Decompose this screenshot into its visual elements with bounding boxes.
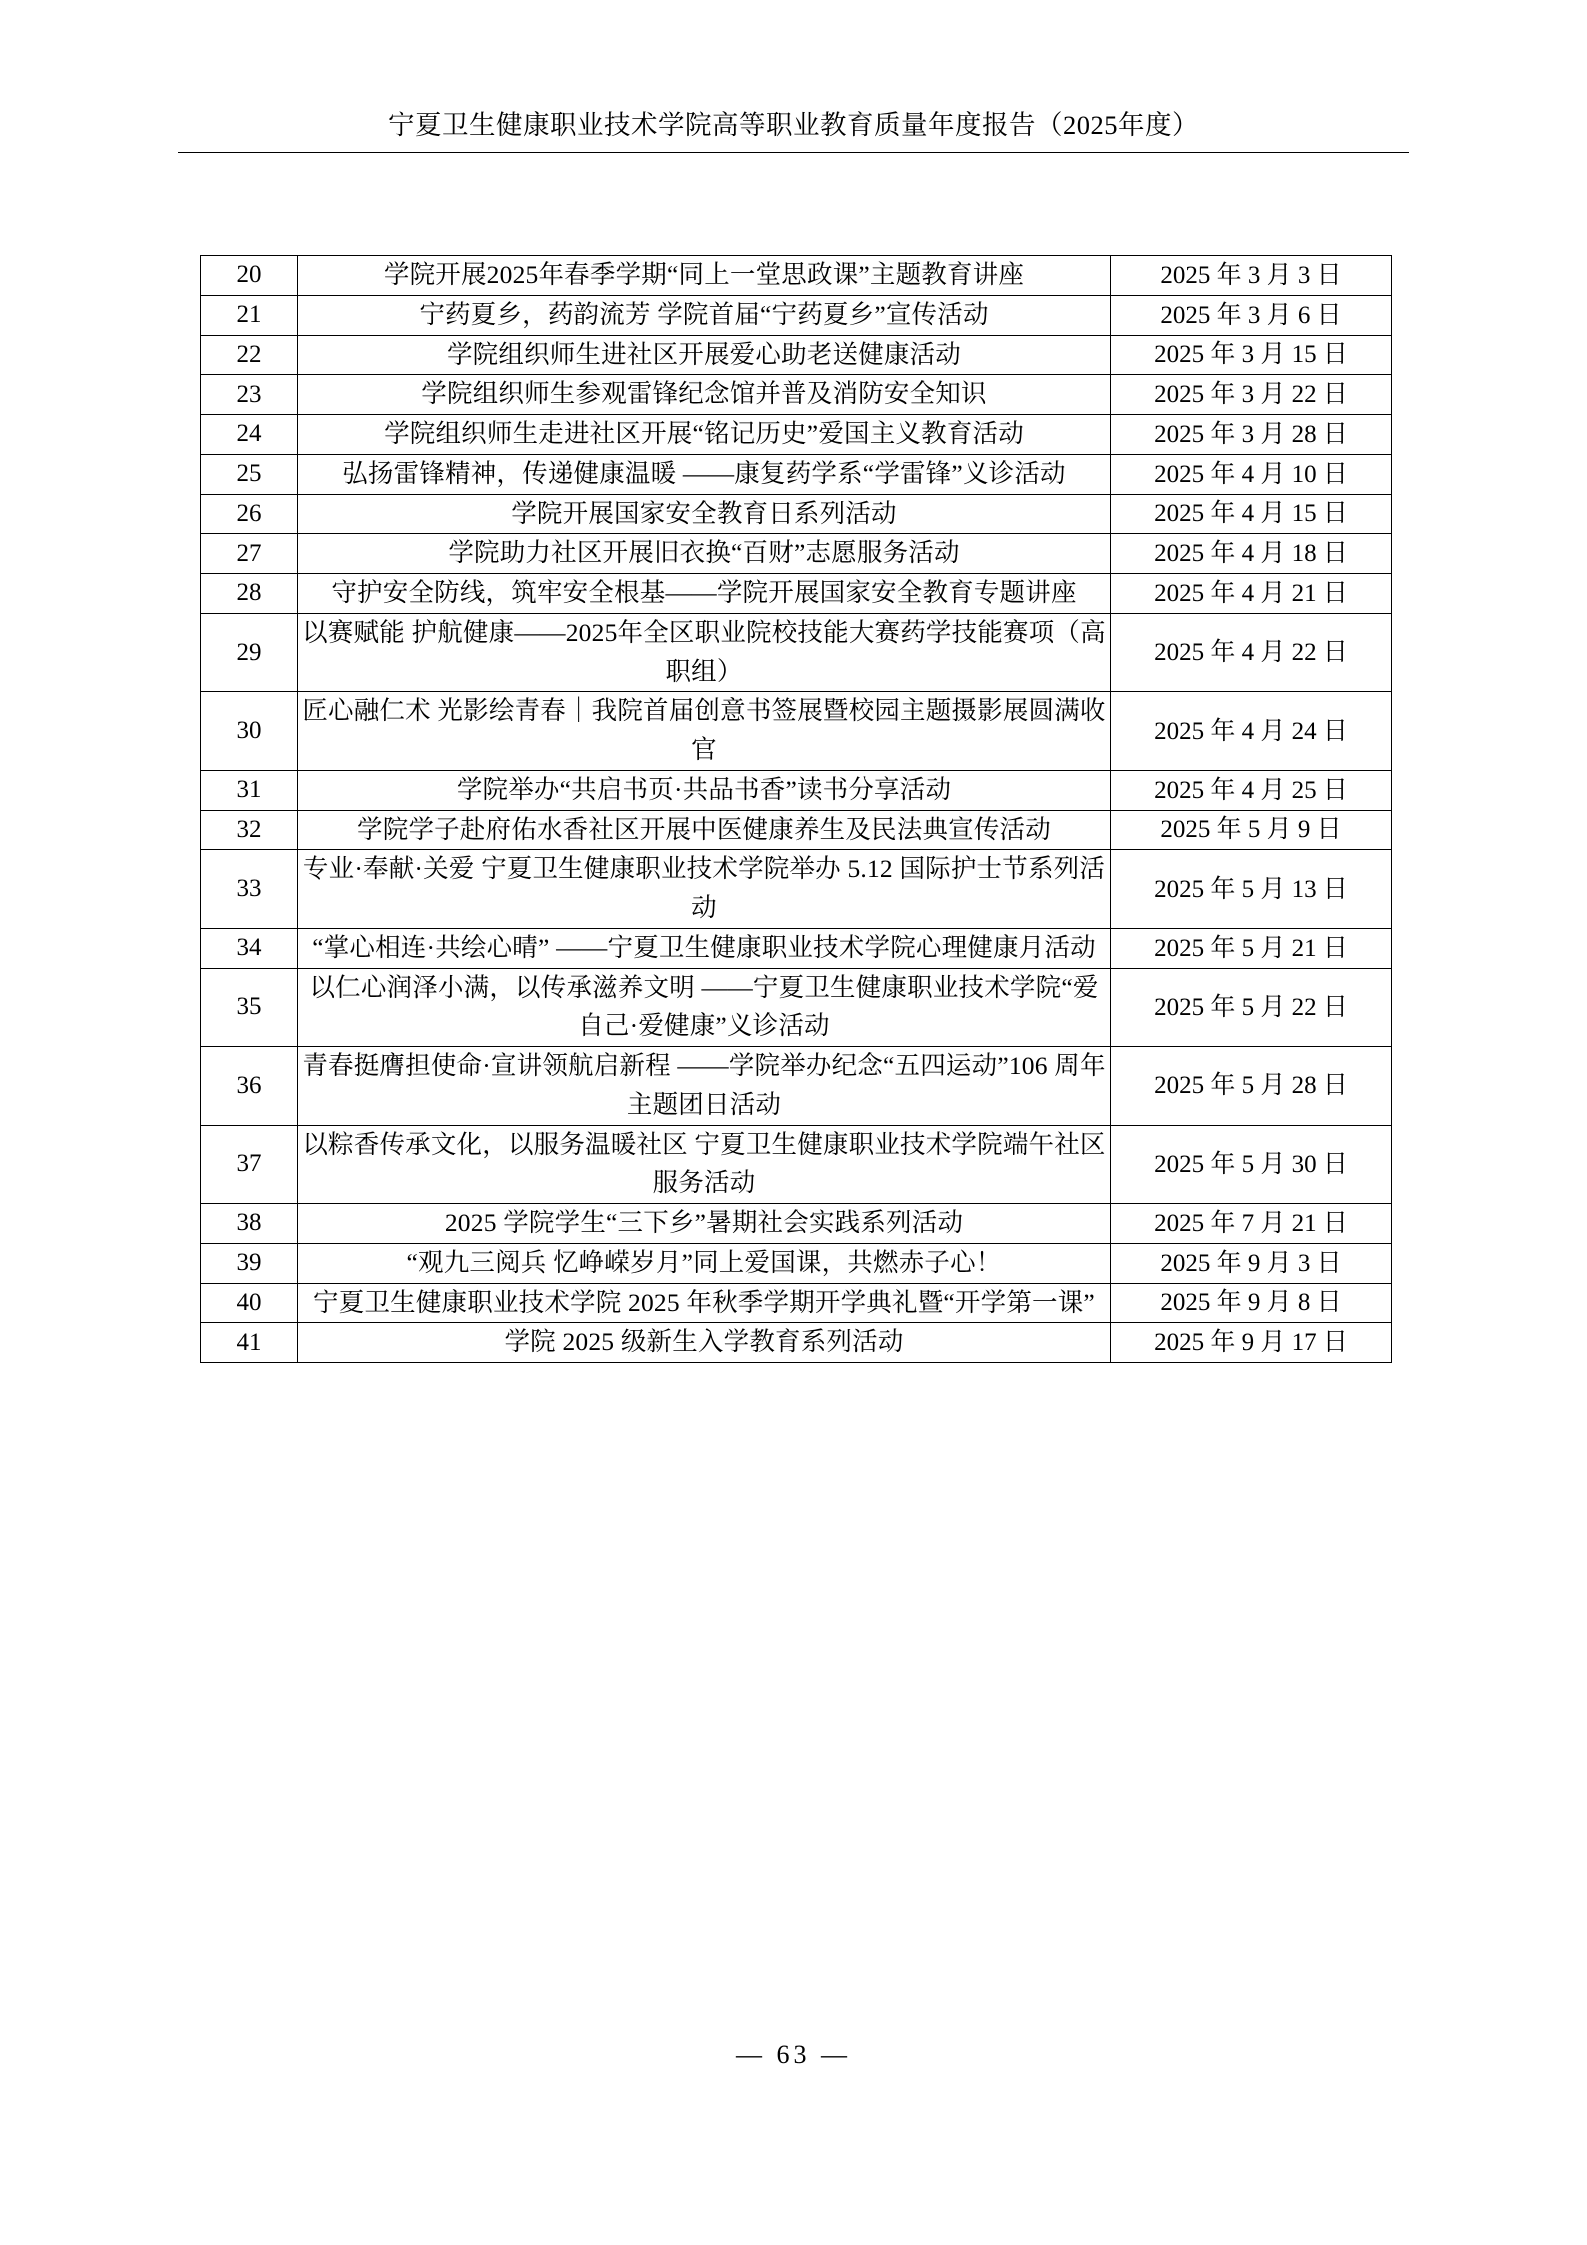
activity-date-cell: 2025 年 5 月 28 日 <box>1111 1047 1392 1126</box>
row-number-cell: 27 <box>201 534 298 574</box>
table-row <box>201 968 1392 1047</box>
activity-name-cell <box>298 335 1111 375</box>
activity-name-cell <box>298 1204 1111 1244</box>
activity-name-cell <box>298 375 1111 415</box>
activity-date-cell: 2025 年 4 月 21 日 <box>1111 574 1392 614</box>
header-divider-rule <box>178 152 1409 153</box>
activities-table <box>200 255 1392 1363</box>
row-number-cell: 31 <box>201 770 298 810</box>
activity-name-cell <box>298 256 1111 296</box>
activity-name-text: 专业·奉献·关爱 宁夏卫生健康职业技术学院举办 5.12 国际护士节系列活动 <box>302 854 1106 922</box>
table-row <box>201 494 1392 534</box>
table-row <box>201 810 1392 850</box>
table-row <box>201 1283 1392 1323</box>
table-row <box>201 295 1392 335</box>
activity-name-text: “观九三阅兵 忆峥嵘岁月”同上爱国课，共燃赤子心！ <box>406 1247 1002 1277</box>
table-row <box>201 574 1392 614</box>
activity-name-cell <box>298 968 1111 1047</box>
running-header-title: 宁夏卫生健康职业技术学院高等职业教育质量年度报告（2025年度） <box>388 110 1199 140</box>
activity-name-cell <box>298 295 1111 335</box>
activity-name-text: 学院学子赴府佑水香社区开展中医健康养生及民法典宣传活动 <box>357 814 1051 844</box>
activity-date-cell: 2025 年 3 月 3 日 <box>1111 256 1392 296</box>
activity-name-text: 以粽香传承文化，以服务温暖社区 宁夏卫生健康职业技术学院端午社区服务活动 <box>302 1129 1106 1198</box>
activity-name-text: “掌心相连·共绘心晴” ——宁夏卫生健康职业技术学院心理健康月活动 <box>312 932 1096 962</box>
row-number-cell: 20 <box>201 256 298 296</box>
activity-name-cell <box>298 1243 1111 1283</box>
activity-date-cell: 2025 年 9 月 8 日 <box>1111 1283 1392 1323</box>
activity-name-text: 以仁心润泽小满，以传承滋养文明 ——宁夏卫生健康职业技术学院“爱自己·爱健康”义诊活动 <box>309 972 1099 1041</box>
activity-name-cell <box>298 574 1111 614</box>
activity-name-text: 2025 学院学生“三下乡”暑期社会实践系列活动 <box>444 1208 964 1237</box>
activity-date-cell: 2025 年 5 月 9 日 <box>1111 810 1392 850</box>
row-number-cell: 24 <box>201 415 298 455</box>
activity-name-cell <box>298 692 1111 771</box>
activity-name-cell <box>298 534 1111 574</box>
table-row <box>201 1323 1392 1363</box>
page-footer <box>0 2040 1587 2070</box>
activity-date-cell: 2025 年 4 月 24 日 <box>1111 692 1392 771</box>
page-number: — 63 — <box>736 2040 851 2069</box>
activity-date-cell: 2025 年 5 月 13 日 <box>1111 850 1392 929</box>
activity-name-text: 匠心融仁术 光影绘青春｜我院首届创意书签展暨校园主题摄影展圆满收官 <box>302 696 1106 764</box>
activity-date-cell: 2025 年 4 月 22 日 <box>1111 613 1392 692</box>
table-row <box>201 928 1392 968</box>
activity-name-cell <box>298 1125 1111 1204</box>
table-row <box>201 335 1392 375</box>
activity-date-cell: 2025 年 3 月 15 日 <box>1111 335 1392 375</box>
activity-name-text: 宁夏卫生健康职业技术学院 2025 年秋季学期开学典礼暨“开学第一课” <box>313 1287 1095 1317</box>
activity-name-cell <box>298 850 1111 929</box>
row-number-cell: 36 <box>201 1047 298 1126</box>
row-number-cell: 33 <box>201 850 298 929</box>
activity-date-cell: 2025 年 4 月 15 日 <box>1111 494 1392 534</box>
running-header <box>0 108 1587 144</box>
activity-name-text: 学院组织师生走进社区开展“铭记历史”爱国主义教育活动 <box>384 419 1024 448</box>
row-number-cell: 22 <box>201 335 298 375</box>
activity-date-cell: 2025 年 3 月 6 日 <box>1111 295 1392 335</box>
activity-name-text: 学院助力社区开展旧衣换“百财”志愿服务活动 <box>448 538 960 568</box>
row-number-cell: 28 <box>201 574 298 614</box>
activity-date-cell: 2025 年 5 月 21 日 <box>1111 928 1392 968</box>
activity-name-text: 守护安全防线，筑牢安全根基——学院开展国家安全教育专题讲座 <box>331 578 1077 607</box>
activity-name-text: 宁药夏乡，药韵流芳 学院首届“宁药夏乡”宣传活动 <box>419 299 989 329</box>
activity-date-cell: 2025 年 3 月 22 日 <box>1111 375 1392 415</box>
activity-name-text: 学院开展2025年春季学期“同上一堂思政课”主题教育讲座 <box>383 260 1025 289</box>
activity-date-cell: 2025 年 5 月 30 日 <box>1111 1125 1392 1204</box>
activity-name-text: 学院组织师生参观雷锋纪念馆并普及消防安全知识 <box>421 379 987 409</box>
activity-name-text: 学院 2025 级新生入学教育系列活动 <box>504 1327 904 1357</box>
table-row <box>201 534 1392 574</box>
row-number-cell: 38 <box>201 1204 298 1244</box>
row-number-cell: 39 <box>201 1243 298 1283</box>
row-number-cell: 34 <box>201 928 298 968</box>
table-row <box>201 850 1392 929</box>
activity-name-text: 青春挺膺担使命·宣讲领航启新程 ——学院举办纪念“五四运动”106 周年主题团日活动 <box>302 1051 1106 1119</box>
table-row <box>201 375 1392 415</box>
row-number-cell: 29 <box>201 613 298 692</box>
activity-date-cell: 2025 年 4 月 18 日 <box>1111 534 1392 574</box>
activity-date-cell: 2025 年 4 月 25 日 <box>1111 770 1392 810</box>
activity-name-text: 学院组织师生进社区开展爱心助老送健康活动 <box>446 339 961 369</box>
activity-name-cell <box>298 1047 1111 1126</box>
activity-date-cell: 2025 年 9 月 3 日 <box>1111 1243 1392 1283</box>
activity-name-cell <box>298 1323 1111 1363</box>
table-row <box>201 1204 1392 1244</box>
row-number-cell: 32 <box>201 810 298 850</box>
table-row <box>201 1243 1392 1283</box>
row-number-cell: 23 <box>201 375 298 415</box>
activities-table-container <box>200 255 1388 1363</box>
table-row <box>201 415 1392 455</box>
activity-name-cell <box>298 454 1111 494</box>
row-number-cell: 41 <box>201 1323 298 1363</box>
row-number-cell: 30 <box>201 692 298 771</box>
activity-name-text: 弘扬雷锋精神，传递健康温暖 ——康复药学系“学雷锋”义诊活动 <box>342 458 1066 488</box>
activity-name-cell <box>298 1283 1111 1323</box>
row-number-cell: 25 <box>201 454 298 494</box>
table-row <box>201 692 1392 771</box>
activity-name-cell <box>298 928 1111 968</box>
table-row <box>201 613 1392 692</box>
activities-table-body <box>201 256 1392 1363</box>
activity-date-cell: 2025 年 5 月 22 日 <box>1111 968 1392 1047</box>
activity-date-cell: 2025 年 7 月 21 日 <box>1111 1204 1392 1244</box>
activity-name-text: 学院开展国家安全教育日系列活动 <box>511 498 897 528</box>
activity-name-cell <box>298 613 1111 692</box>
activity-date-cell: 2025 年 4 月 10 日 <box>1111 454 1392 494</box>
table-row <box>201 1047 1392 1126</box>
activity-name-text: 以赛赋能 护航健康——2025年全区职业院校技能大赛药学技能赛项（高职组） <box>302 617 1106 686</box>
table-row <box>201 256 1392 296</box>
row-number-cell: 40 <box>201 1283 298 1323</box>
activity-name-cell <box>298 415 1111 455</box>
row-number-cell: 37 <box>201 1125 298 1204</box>
activity-date-cell: 2025 年 3 月 28 日 <box>1111 415 1392 455</box>
activity-name-cell <box>298 810 1111 850</box>
activity-name-text: 学院举办“共启书页·共品书香”读书分享活动 <box>456 774 952 804</box>
activity-name-cell <box>298 494 1111 534</box>
row-number-cell: 35 <box>201 968 298 1047</box>
table-row <box>201 454 1392 494</box>
activity-name-cell <box>298 770 1111 810</box>
table-row <box>201 770 1392 810</box>
table-row <box>201 1125 1392 1204</box>
row-number-cell: 26 <box>201 494 298 534</box>
activity-date-cell: 2025 年 9 月 17 日 <box>1111 1323 1392 1363</box>
row-number-cell: 21 <box>201 295 298 335</box>
